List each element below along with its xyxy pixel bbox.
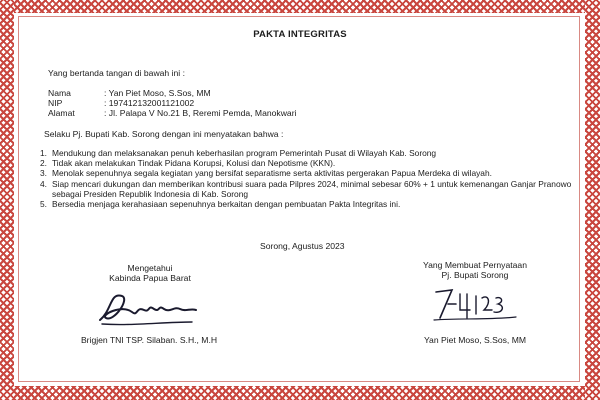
- right-sig-line2: Pj. Bupati Sorong: [441, 270, 509, 280]
- list-item-text: Bersedia menjaga kerahasiaan sepenuhnya berkaitan dengan pembuatan Pakta Integritas ini.: [52, 199, 401, 210]
- field-nip: [48, 98, 194, 108]
- statement-list: [40, 148, 580, 209]
- list-item: [40, 179, 580, 199]
- field-address-value: : Jl. Palapa V No.21 B, Reremi Pemda, Manokwari: [104, 108, 297, 118]
- field-address: [48, 108, 297, 118]
- left-sig-line2: Kabinda Papua Barat: [109, 273, 191, 283]
- left-sig-name: Brigjen TNI TSP. Silaban. S.H., M.H: [80, 335, 218, 345]
- document-title: PAKTA INTEGRITAS: [253, 29, 347, 40]
- field-name: [48, 88, 211, 98]
- list-item-number: 5.: [40, 199, 47, 210]
- field-nip-label: NIP: [48, 98, 63, 108]
- list-item-text: Siap mencari dukungan dan memberikan kontribusi suara pada Pilpres 2024, minimal sebesar 60% + 1 untuk kemenangan Ganjar Pranowo sebagai Presiden Republik Indonesia di Kab. Sorong: [52, 178, 572, 199]
- field-name-label: Nama: [48, 88, 71, 98]
- right-signature-image: [430, 284, 520, 324]
- list-item: [40, 158, 580, 168]
- list-item-number: 2.: [40, 158, 47, 169]
- list-item-text: Tidak akan melakukan Tindak Pidana Korupsi, Kolusi dan Nepotisme (KKN).: [52, 158, 336, 169]
- list-item: [40, 199, 580, 209]
- list-item: [40, 168, 580, 178]
- field-nip-value: : 197412132001121002: [104, 98, 195, 108]
- left-sig-line1: Mengetahui: [127, 263, 173, 273]
- left-signature-image: [92, 282, 202, 332]
- list-item-text: Menolak sepenuhnya segala kegiatan yang bersifat separatisme serta aktivitas pergerakan Papua Merdeka di wilayah.: [52, 168, 492, 179]
- field-address-label: Alamat: [48, 108, 75, 118]
- list-item-number: 3.: [40, 168, 47, 179]
- intro-text: Yang bertanda tangan di bawah ini :: [48, 68, 185, 78]
- statement-text: Selaku Pj. Bupati Kab. Sorong dengan ini menyatakan bahwa :: [44, 129, 284, 139]
- right-sig-name: Yan Piet Moso, S.Sos, MM: [423, 335, 527, 345]
- list-item-text: Mendukung dan melaksanakan penuh keberhasilan program Pemerintah Pusat di Wilayah Kab. Sorong: [52, 148, 437, 158]
- field-name-value: : Yan Piet Moso, S.Sos, MM: [104, 88, 211, 98]
- list-item-number: 4.: [40, 178, 47, 189]
- place-date: Sorong, Agustus 2023: [260, 241, 345, 251]
- list-item: [40, 148, 580, 158]
- list-item-number: 1.: [40, 148, 47, 158]
- right-sig-line1: Yang Membuat Pernyataan: [423, 260, 527, 270]
